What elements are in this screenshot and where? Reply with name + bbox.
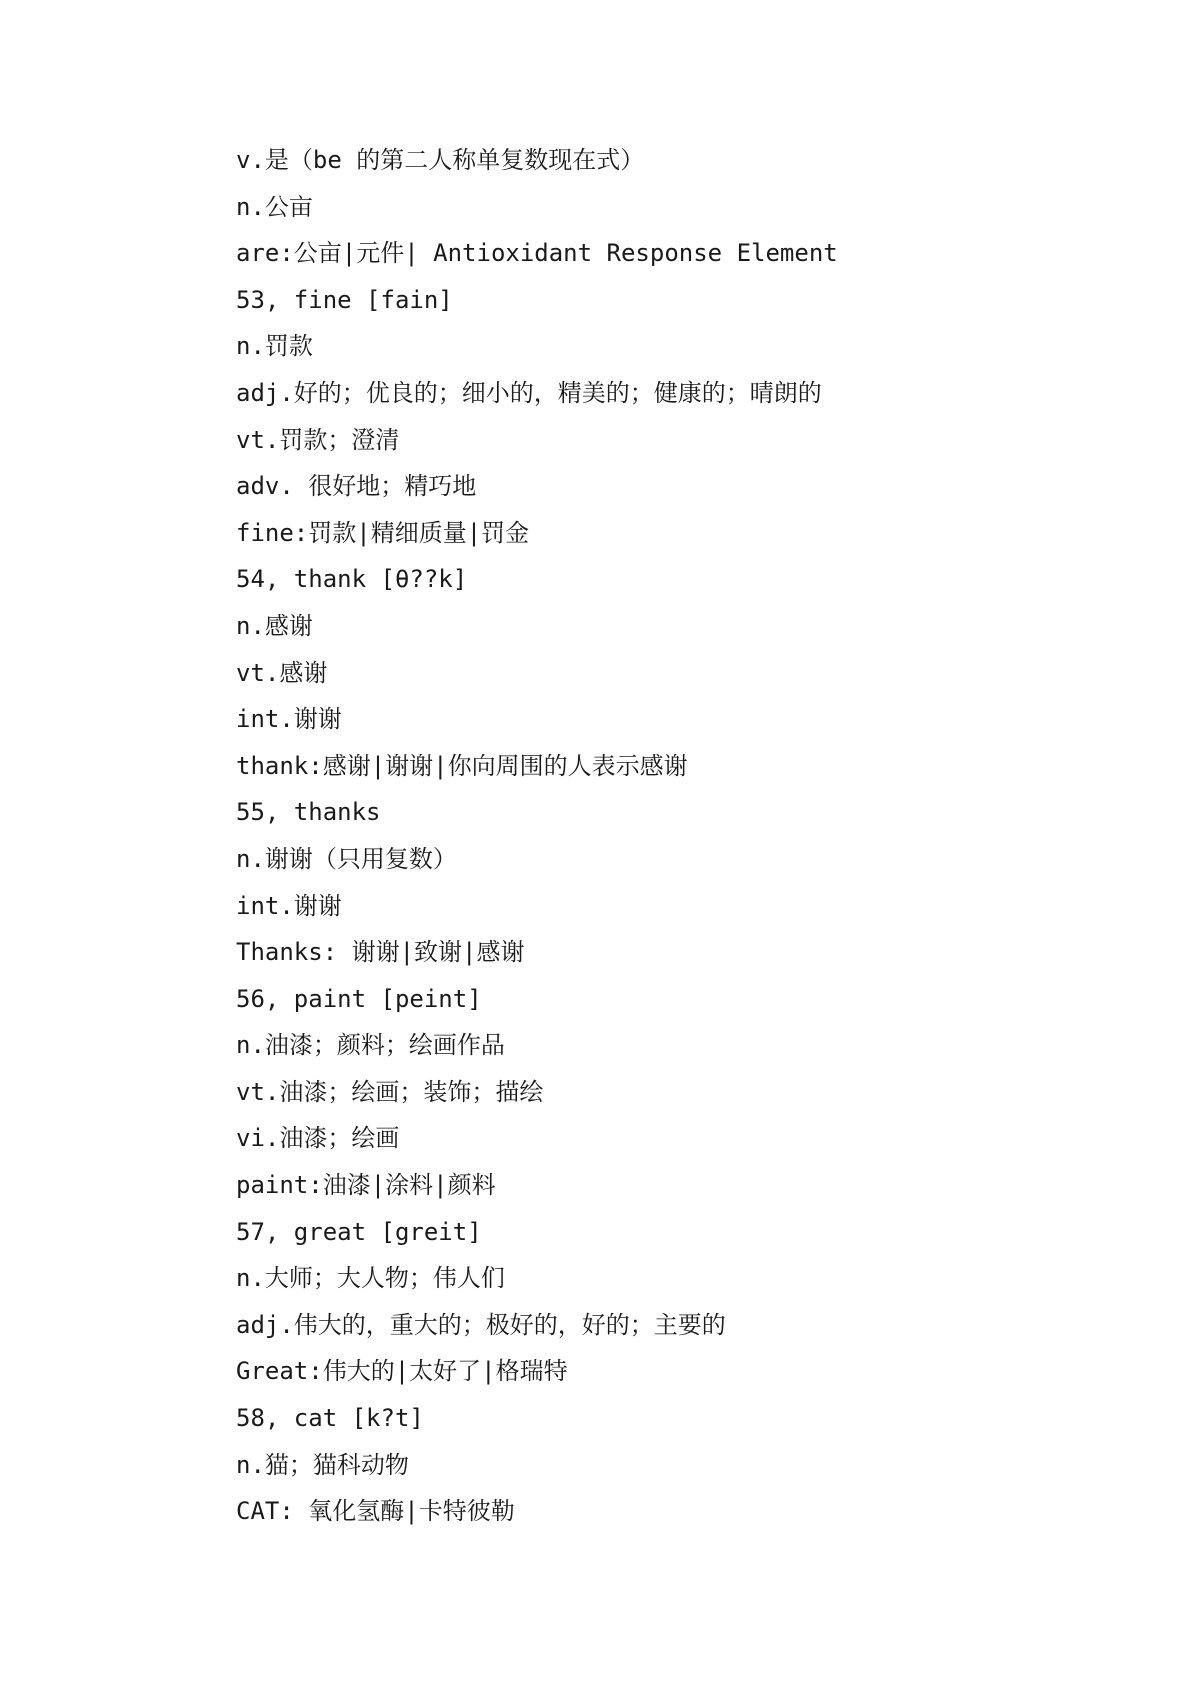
entry-heading: 53, fine [fain] <box>236 285 453 314</box>
vocabulary-list <box>236 137 1136 1535</box>
translation-line: are:公亩|元件| Antioxidant Response Element <box>236 239 838 268</box>
definition-line: n.猫；猫科动物 <box>236 1450 409 1479</box>
entry-heading: 57, great [greit] <box>236 1217 482 1246</box>
definition-line: int.谢谢 <box>236 705 342 734</box>
definition-line: n.油漆；颜料；绘画作品 <box>236 1031 505 1060</box>
entry-heading: 58, cat [k?t] <box>236 1404 424 1433</box>
definition-line: vi.油漆；绘画 <box>236 1124 400 1153</box>
definition-line: n.大师；大人物；伟人们 <box>236 1264 505 1293</box>
definition-line: vt.罚款；澄清 <box>236 425 400 454</box>
entry-heading: 55, thanks <box>236 798 381 827</box>
definition-line: adv. 很好地；精巧地 <box>236 472 477 501</box>
translation-line: Thanks: 谢谢|致谢|感谢 <box>236 938 525 967</box>
definition-line: n.罚款 <box>236 332 313 361</box>
entry-heading: 54, thank [θ??k] <box>236 565 468 594</box>
definition-line: adj.好的；优良的；细小的，精美的；健康的；晴朗的 <box>236 378 822 407</box>
definition-line: int.谢谢 <box>236 891 342 920</box>
definition-line: n.公亩 <box>236 192 313 221</box>
translation-line: paint:油漆|涂料|颜料 <box>236 1171 496 1200</box>
definition-line: n.谢谢（只用复数） <box>236 844 457 873</box>
definition-line: vt.油漆；绘画；装饰；描绘 <box>236 1077 544 1106</box>
definition-line: n.感谢 <box>236 611 313 640</box>
translation-line: fine:罚款|精细质量|罚金 <box>236 518 530 547</box>
translation-line: Great:伟大的|太好了|格瑞特 <box>236 1357 568 1386</box>
translation-line: thank:感谢|谢谢|你向周围的人表示感谢 <box>236 751 688 780</box>
entry-heading: 56, paint [peint] <box>236 984 482 1013</box>
definition-line: v.是（be 的第二人称单复数现在式） <box>236 146 645 174</box>
translation-line: CAT: 氧化氢酶|卡特彼勒 <box>236 1497 515 1526</box>
definition-line: vt.感谢 <box>236 658 328 687</box>
definition-line: adj.伟大的，重大的；极好的，好的；主要的 <box>236 1310 726 1339</box>
